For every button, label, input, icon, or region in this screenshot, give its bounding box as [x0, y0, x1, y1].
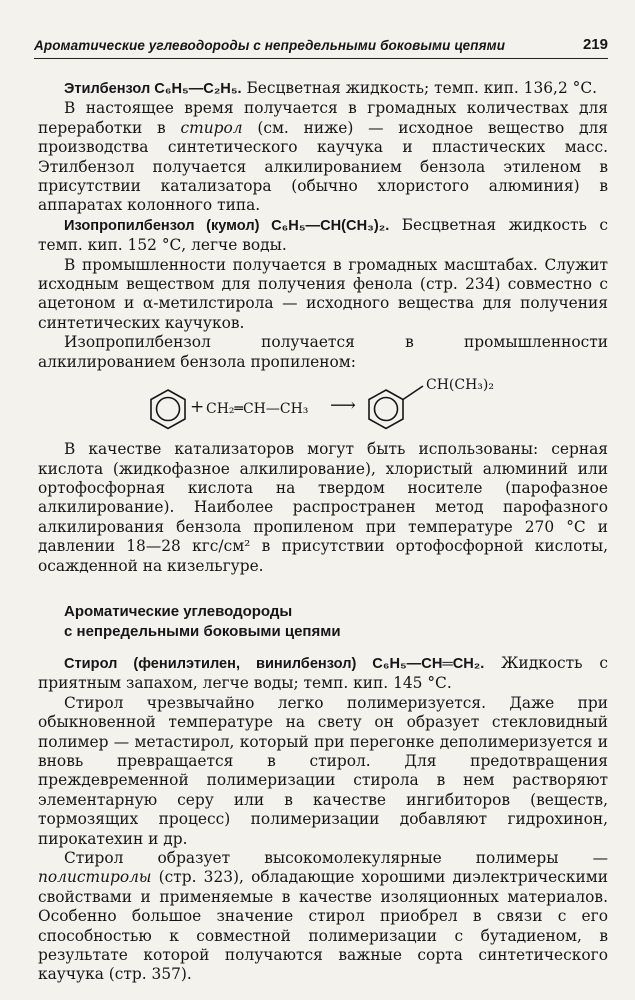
- p1-text-b: (см. ниже) — исходное вещество для производства синтетического каучука и пластических масс. Этилбензол получается алкилированием бензола этиленом в присутствии катализатора (обычно хлористого алюминия) в аппаратах колонного типа.: [38, 118, 608, 215]
- section-heading-line-2: с непредельными боковыми цепями: [64, 622, 341, 640]
- cumene-term: Изопропилбензол (кумол) C₆H₅—CH(CH₃)₂.: [64, 217, 390, 234]
- styrene-italic-ref: стирол: [180, 118, 243, 137]
- paragraph-styrene-polymerization: Стирол чрезвычайно легко полимеризуется. Даже при обыкновенной температуре на свету он образует стекловидный полимер — метастирол, который при перегонке деполимеризуется и вновь превращается в стирол. Для предотвращения преждевременной полимеризации стирола в нем растворяют элементарную серу или в качестве ингибиторов (веществ, тормозящих процесс) полимеризации добавляют гидрохинон, пирокатехин и др.: [38, 693, 608, 848]
- paragraph-cumene-use: В промышленности получается в громадных масштабах. Служит исходным веществом для получения фенола (стр. 234) совместно с ацетоном и α-метилстирола — исходного вещества для получения синтетических каучуков.: [38, 255, 608, 332]
- paragraph-catalysts: В качестве катализаторов могут быть использованы: серная кислота (жидкофазное алкилирование), хлористый алюминий или ортофосфорная кислота на твердом носителе (парофазное алкилирование). Наиболее распространен метод парофазного алкилирования бензола пропиленом при температуре 270 °С и давлении 18—28 кгс/см² в присутствии ортофосфорной кислоты, осажденной на кизельгуре.: [38, 440, 608, 575]
- reaction-scheme: [38, 378, 608, 440]
- propylene-formula: CH₂═CH—CH₃: [206, 401, 309, 418]
- cumene-paragraph: [38, 216, 608, 256]
- styrene-definition: Жидкость с приятным запахом, легче воды; темп. кип. 145 °С.: [38, 653, 608, 693]
- p6-text-a: Стирол образует высокомолекулярные полимеры —: [64, 849, 608, 867]
- plus-sign: +: [190, 397, 205, 418]
- section-heading-line-1: Ароматические углеводороды: [64, 602, 293, 620]
- cumene-definition: Бесцветная жидкость с темп. кип. 152 °С, легче воды.: [38, 215, 608, 255]
- ethylbenzene-term: Этилбензол C₆H₅—C₂H₅.: [64, 81, 242, 97]
- paragraph-polystyrene: [38, 849, 608, 985]
- paragraph-ethylbenzene-production: [38, 99, 608, 215]
- styrene-term: Стирол (фенилэтилен, винилбензол) C₆H₅—CH═CH₂.: [64, 655, 485, 672]
- p1-text-a: В настоящее время получается в громадных количествах для переработки в: [38, 99, 608, 137]
- isopropyl-substituent: CH(CH₃)₂: [426, 377, 494, 394]
- page-body: [38, 79, 608, 985]
- paragraph-cumene-production: Изопропилбензол получается в промышленности алкилированием бензола пропиленом:: [38, 333, 608, 371]
- section-heading: [64, 602, 608, 642]
- page-header: [34, 36, 608, 59]
- reaction-arrow: ⟶: [330, 395, 356, 417]
- ethylbenzene-paragraph: [38, 79, 608, 99]
- p6-text-b: (стр. 323), обладающие хорошими диэлектрическими свойствами и применяемые в качестве изоляционных материалов. Особенно большое значение стирол приобрел в связи с его способностью к совместной полимеризации с бутадиеном, в результате которой получаются важные сорта синтетического каучука (стр. 357).: [38, 868, 608, 984]
- styrene-paragraph: [38, 654, 608, 694]
- benzene-ring-reactant: [151, 390, 185, 429]
- running-title: Ароматические углеводороды с непредельными боковыми цепями: [34, 38, 506, 53]
- polystyrene-italic-ref: полистиролы: [38, 868, 152, 887]
- page-number: 219: [582, 36, 608, 53]
- ethylbenzene-definition: Бесцветная жидкость; темп. кип. 136,2 °С.: [246, 79, 597, 97]
- benzene-ring-product: [369, 386, 423, 429]
- reaction-scheme-drawing: [38, 378, 608, 440]
